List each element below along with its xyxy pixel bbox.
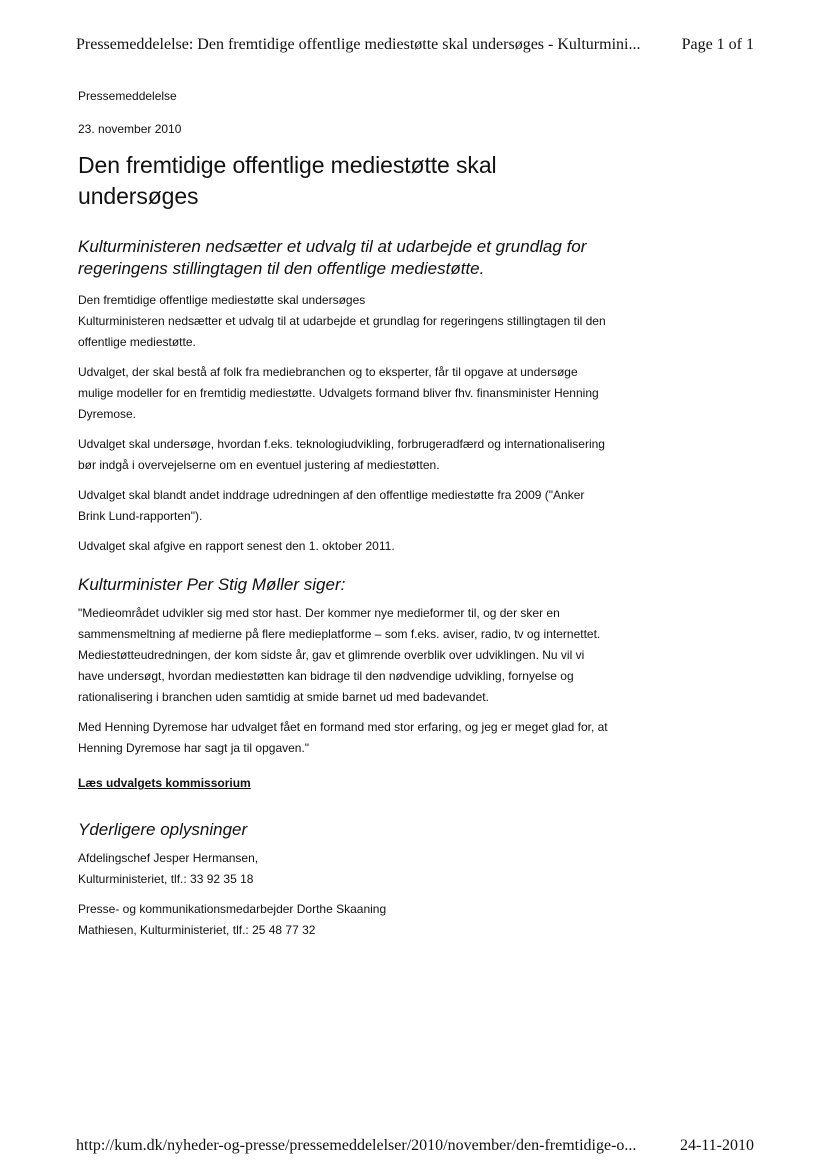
body-paragraph-3: Udvalget skal blandt andet inddrage udredningen af den offentlige mediestøtte fra 2009 ("Anker Brink Lund-rapporten").: [78, 488, 585, 523]
contact-1: Afdelingschef Jesper Hermansen, Kulturministeriet, tlf.: 33 92 35 18: [78, 851, 259, 886]
print-header-title: Pressemeddelelse: Den fremtidige offentlige mediestøtte skal undersøges - Kulturmini...: [76, 36, 641, 53]
section-label: Pressemeddelelse: [78, 89, 177, 103]
quote-paragraph-1: "Medieområdet udvikler sig med stor hast. Der kommer nye medieformer til, og der sker en sammensmeltning af medierne på flere medieplatforme – som f.eks. aviser, radio, tv og internettet. Mediestøtteudredningen, der kom sidste år, gav et glimrende overblik over udviklingen. Nu vil vi have undersøgt, hvordan mediestøtten kan bidrage til den nødvendige udvikling, fornyelse og rationalisering i branchen uden samtidig at smide barnet ud med badevandet.: [78, 606, 601, 704]
info-heading: Yderligere oplysninger: [78, 820, 248, 839]
body-paragraph-1: Udvalget, der skal bestå af folk fra mediebranchen og to eksperter, får til opgave at undersøge mulige modeller for en fremtidig mediestøtte. Udvalgets formand bliver fhv. finansminister Henning Dyremose.: [78, 365, 599, 421]
article-title: Den fremtidige offentlige mediestøtte skal undersøges: [78, 152, 497, 209]
article: [78, 89, 608, 950]
quote-paragraph-2: Med Henning Dyremose har udvalget fået en formand med stor erfaring, og jeg er meget glad for, at Henning Dyremose har sagt ja til opgaven.": [78, 720, 608, 755]
print-footer-url: http://kum.dk/nyheder-og-presse/pressemeddelelser/2010/november/den-fremtidige-o...: [76, 1137, 637, 1154]
body-paragraph-4: Udvalget skal afgive en rapport senest den 1. oktober 2011.: [78, 539, 395, 553]
print-header-page: Page 1 of 1: [681, 36, 754, 53]
intro-line-2: Kulturministeren nedsætter et udvalg til at udarbejde et grundlag for regeringens stillingtagen til den offentlige mediestøtte.: [78, 314, 606, 349]
body-paragraph-2: Udvalget skal undersøge, hvordan f.eks. teknologiudvikling, forbrugeradfærd og internationalisering bør indgå i overvejelserne om en eventuel justering af mediestøtten.: [78, 437, 605, 472]
intro-line-1: Den fremtidige offentlige mediestøtte skal undersøges: [78, 293, 366, 307]
print-footer: [76, 1137, 754, 1155]
print-header: [76, 36, 754, 54]
intro-paragraph: [78, 290, 608, 353]
quote-heading: Kulturminister Per Stig Møller siger:: [78, 575, 346, 594]
print-footer-date: 24-11-2010: [679, 1137, 754, 1154]
contact-2: Presse- og kommunikationsmedarbejder Dorthe Skaaning Mathiesen, Kulturministeriet, tlf.: 25 48 77 32: [78, 902, 387, 937]
commission-link[interactable]: Læs udvalgets kommissorium: [78, 776, 251, 790]
article-date: 23. november 2010: [78, 122, 182, 136]
article-lead: Kulturministeren nedsætter et udvalg til at udarbejde et grundlag for regeringens stillingtagen til den offentlige mediestøtte.: [78, 237, 587, 278]
